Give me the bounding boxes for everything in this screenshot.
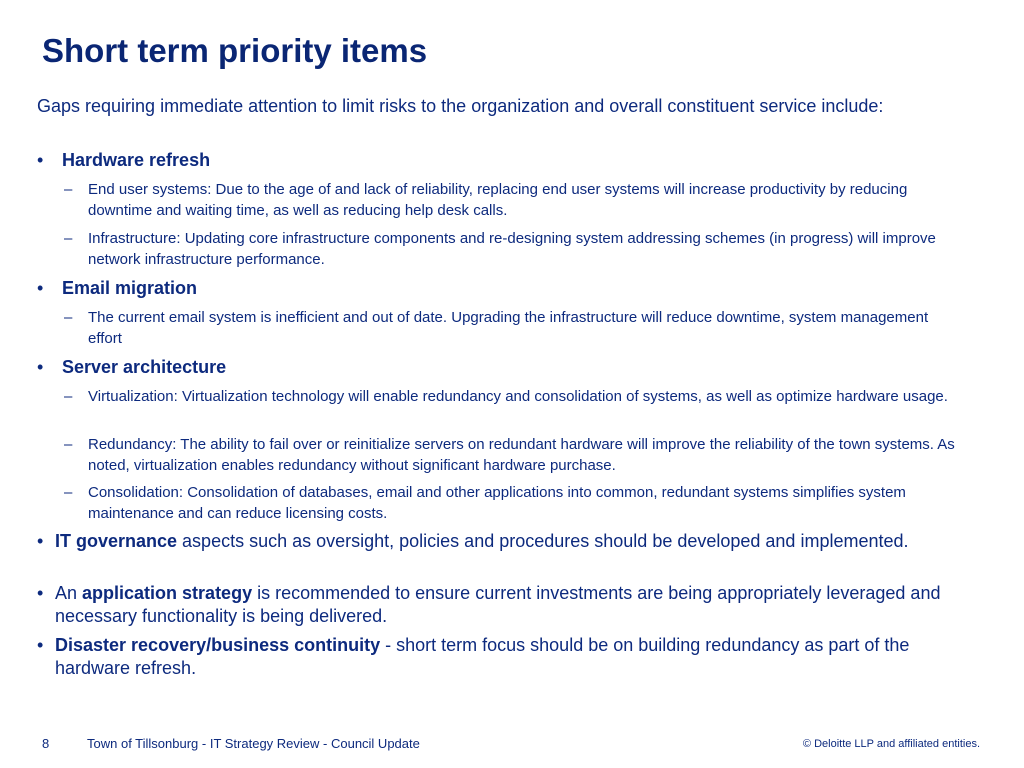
bullet-icon: • — [37, 635, 44, 655]
dash-icon: – — [64, 388, 73, 405]
bullet-it-governance — [37, 530, 977, 553]
bullet-icon: • — [37, 150, 44, 170]
dash-icon: – — [64, 181, 73, 198]
bullet-bold: Disaster recovery/business continuity — [55, 635, 381, 655]
sub-item — [64, 386, 964, 407]
bullet-heading: Server architecture — [62, 357, 227, 377]
slide-title: Short term priority items — [42, 32, 428, 69]
footer-copyright: © Deloitte LLP and affiliated entities. — [802, 738, 980, 750]
sub-item-text: End user systems: Due to the age of and lack of reliability, replacing end user systems will increase productivity by reducing downtime and waiting time, as well as reducing help desk calls. — [88, 181, 908, 219]
sub-item-text: Infrastructure: Updating core infrastructure components and re-designing system addressing schemes (in progress) will improve network infrastructure performance. — [88, 230, 936, 268]
bullet-post: - short term focus should be on building redundancy as part of the hardware refresh. — [55, 635, 910, 678]
sub-item-text: The current email system is inefficient and out of date. Upgrading the infrastructure will reduce downtime, system management effort — [88, 309, 929, 347]
bullet-bold: application strategy — [82, 583, 253, 603]
bullet-icon: • — [37, 583, 44, 603]
bullet-post: aspects such as oversight, policies and procedures should be developed and implemented. — [177, 531, 909, 551]
dash-icon: – — [64, 484, 73, 501]
bullet-application-strategy — [37, 582, 977, 628]
sub-item — [64, 179, 964, 221]
sub-item — [64, 482, 964, 524]
sub-item-text: Consolidation: Consolidation of databases, email and other applications into common, redundant systems simplifies system maintenance and can reduce licensing costs. — [88, 484, 906, 522]
bullet-heading: Hardware refresh — [62, 150, 211, 170]
bullet-icon: • — [37, 357, 44, 377]
bullet-post: is recommended to ensure current investments are being appropriately leveraged and necessary functionality is being delivered. — [55, 583, 941, 626]
dash-icon: – — [64, 230, 73, 247]
footer-title: Town of Tillsonburg - IT Strategy Review - Council Update — [87, 736, 420, 751]
bullet-icon: • — [37, 278, 44, 298]
intro-text: Gaps requiring immediate attention to limit risks to the organization and overall constituent service include: — [37, 96, 884, 116]
sub-item-text: Redundancy: The ability to fail over or reinitialize servers on redundant hardware will improve the reliability of the town systems. As noted, virtualization enables redundancy without significant hardware purchase. — [88, 436, 955, 474]
dash-icon: – — [64, 436, 73, 453]
bullet-disaster-recovery — [37, 634, 977, 680]
sub-item-text: Virtualization: Virtualization technology will enable redundancy and consolidation of systems, as well as optimize hardware usage. — [88, 388, 948, 405]
bullet-icon: • — [37, 531, 44, 551]
page-number: 8 — [42, 736, 50, 751]
sub-item — [64, 228, 964, 270]
sub-item — [64, 307, 964, 349]
dash-icon: – — [64, 309, 73, 326]
sub-item — [64, 434, 964, 476]
bullet-heading: Email migration — [62, 278, 198, 298]
bullet-pre: An — [55, 583, 83, 603]
bullet-bold: IT governance — [55, 531, 178, 551]
